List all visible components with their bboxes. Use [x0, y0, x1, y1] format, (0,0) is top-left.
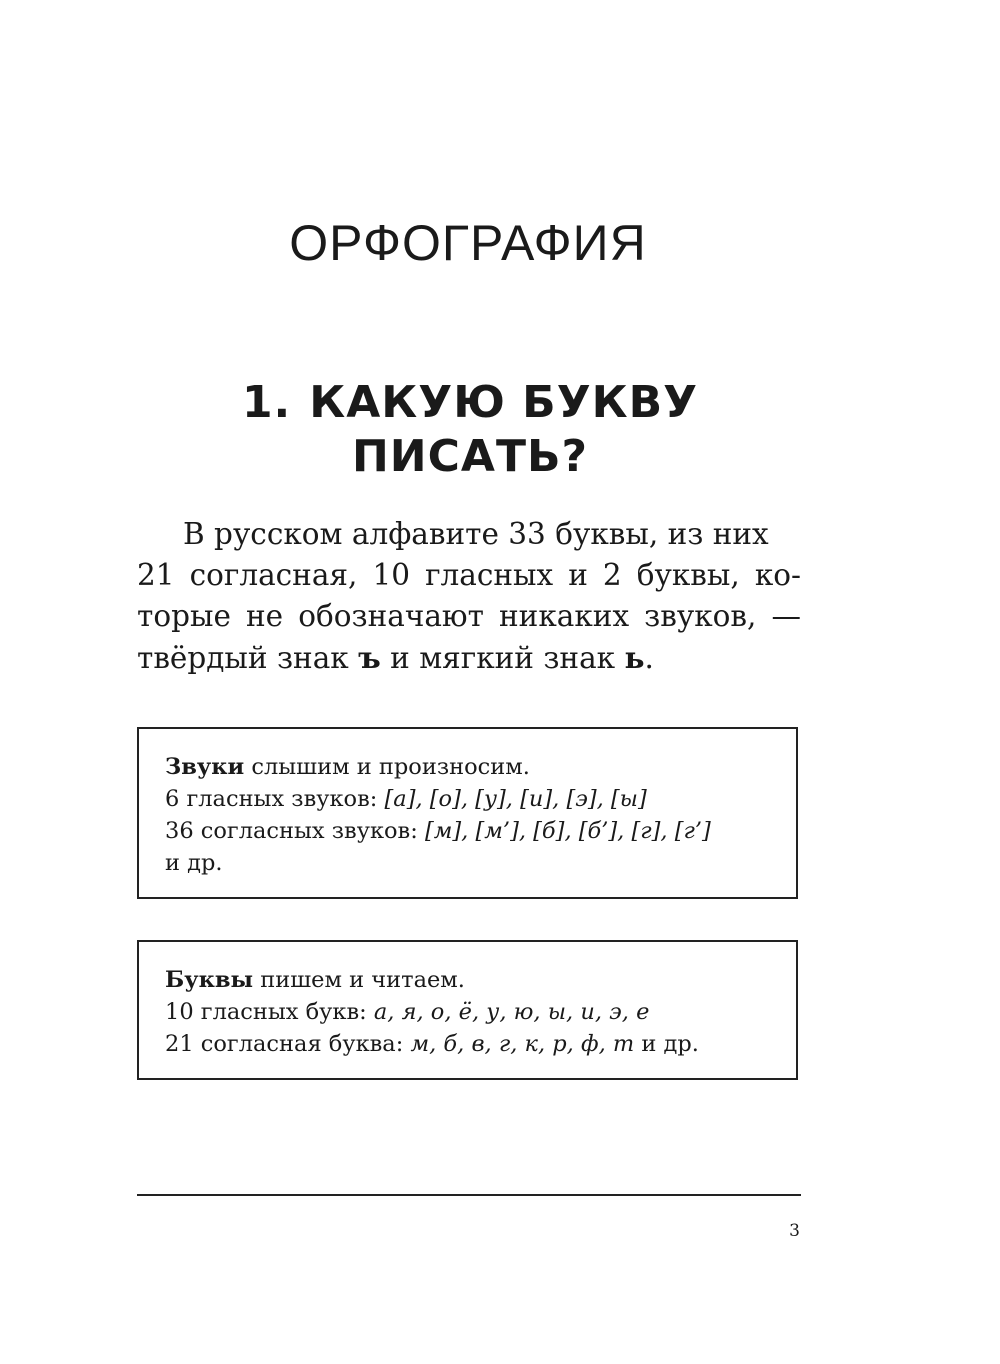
section-title: ОРФОГРАФИЯ — [289, 215, 647, 271]
consonant-letters-list: м, б, в, г, к, р, ф, т — [410, 1031, 635, 1057]
letters-term: Буквы — [165, 967, 254, 993]
consonant-sounds-list: [м], [м’], [б], [б’], [г], [г’] — [424, 818, 711, 844]
sounds-definition — [165, 751, 770, 783]
intro-hard-sign-label: твёрдый знак — [137, 641, 349, 675]
hard-sign-letter: ъ — [358, 640, 381, 675]
consonant-sounds-row — [165, 815, 770, 847]
vowel-letters-label: 10 гласных букв: — [165, 999, 374, 1025]
letters-definition-text: пишем и читаем. — [253, 967, 465, 993]
sounds-definition-text: слышим и произносим. — [244, 754, 530, 780]
chapter-title-text-1: КАКУЮ БУКВУ — [309, 377, 699, 428]
intro-soft-sign-label: и мягкий знак — [390, 641, 616, 675]
sounds-term: Звуки — [165, 754, 245, 780]
intro-line-1: В русском алфавите 33 буквы, из них — [183, 517, 769, 551]
intro-line-3: торые не обозначают никаких звуков, — — [137, 599, 801, 633]
consonant-letters-row — [165, 1028, 770, 1060]
chapter-title-line2: ПИСАТЬ? — [351, 431, 589, 482]
intro-line-4 — [137, 637, 801, 679]
sounds-box — [137, 727, 798, 899]
chapter-title — [200, 376, 740, 484]
intro-period: . — [644, 641, 654, 675]
footer-rule — [137, 1194, 801, 1196]
soft-sign-letter: ь — [624, 640, 645, 675]
vowel-sounds-label: 6 гласных звуков: — [165, 786, 385, 812]
vowel-sounds-list: [а], [о], [у], [и], [э], [ы] — [384, 786, 647, 812]
intro-line-2: 21 согласная, 10 гласных и 2 буквы, ко- — [137, 558, 801, 592]
page-number: 3 — [789, 1221, 800, 1241]
sounds-etc: и др. — [165, 850, 223, 876]
letters-definition — [165, 964, 770, 996]
chapter-number: 1. — [241, 377, 292, 428]
vowel-letters-row — [165, 996, 770, 1028]
letters-box — [137, 940, 798, 1080]
intro-paragraph — [137, 514, 801, 679]
vowel-letters-list: а, я, о, ё, у, ю, ы, и, э, е — [373, 999, 650, 1025]
consonant-letters-label: 21 согласная буква: — [165, 1031, 411, 1057]
vowel-sounds-row — [165, 783, 770, 815]
letters-etc: и др. — [634, 1031, 699, 1057]
consonant-sounds-label: 36 согласных звуков: — [165, 818, 425, 844]
chapter-title-line1 — [200, 376, 740, 430]
